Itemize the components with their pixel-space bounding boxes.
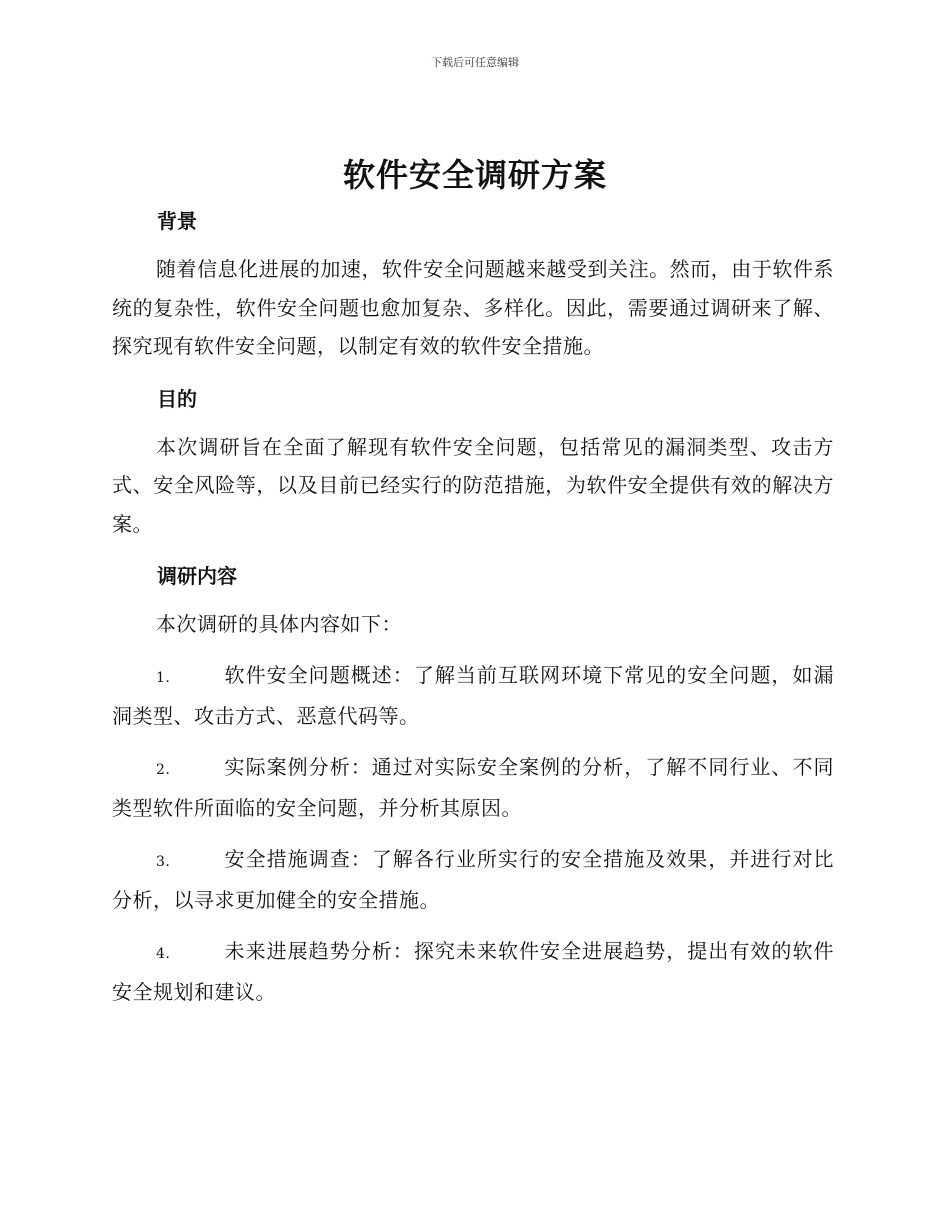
background-paragraph: 随着信息化进展的加速，软件安全问题越来越受到关注。然而，由于软件系统的复杂性，软件安全问题也愈加复杂、多样化。因此，需要通过调研来了解、探究现有软件安全问题，以制定有效的软件安全措施。 (112, 257, 834, 358)
list-item-text: 安全措施调查：了解各行业所实行的安全措施及效果，并进行对比分析，以寻求更加健全的安全措施。 (112, 846, 834, 912)
list-item-number: 3. (156, 853, 171, 870)
list-item-text: 软件安全问题概述：了解当前互联网环境下常见的安全问题，如漏洞类型、攻击方式、恶意代码等。 (112, 662, 834, 728)
list-item-text: 实际案例分析：通过对实际安全案例的分析，了解不同行业、不同类型软件所面临的安全问题，并分析其原因。 (112, 754, 834, 820)
list-item (112, 840, 834, 920)
section-heading-purpose: 目的 (157, 386, 197, 411)
purpose-paragraph: 本次调研旨在全面了解现有软件安全问题，包括常见的漏洞类型、攻击方式、安全风险等，以及目前已经实行的防范措施，为软件安全提供有效的解决方案。 (112, 434, 834, 536)
list-item (112, 932, 834, 1012)
document-body (112, 204, 834, 1012)
section-heading-background: 背景 (157, 209, 197, 233)
list-item (112, 656, 834, 736)
content-intro: 本次调研的具体内容如下： (156, 612, 402, 636)
list-item-number: 1. (156, 669, 171, 686)
list-item-number: 4. (156, 945, 171, 962)
list-item-text: 未来进展趋势分析：探究未来软件安全进展趋势，提出有效的软件安全规划和建议。 (112, 938, 834, 1004)
section-heading-content: 调研内容 (157, 564, 237, 588)
list-item (112, 748, 834, 828)
document-title: 软件安全调研方案 (342, 156, 607, 194)
list-item-number: 2. (156, 761, 171, 778)
header-note: 下载后可任意编辑 (431, 56, 519, 69)
